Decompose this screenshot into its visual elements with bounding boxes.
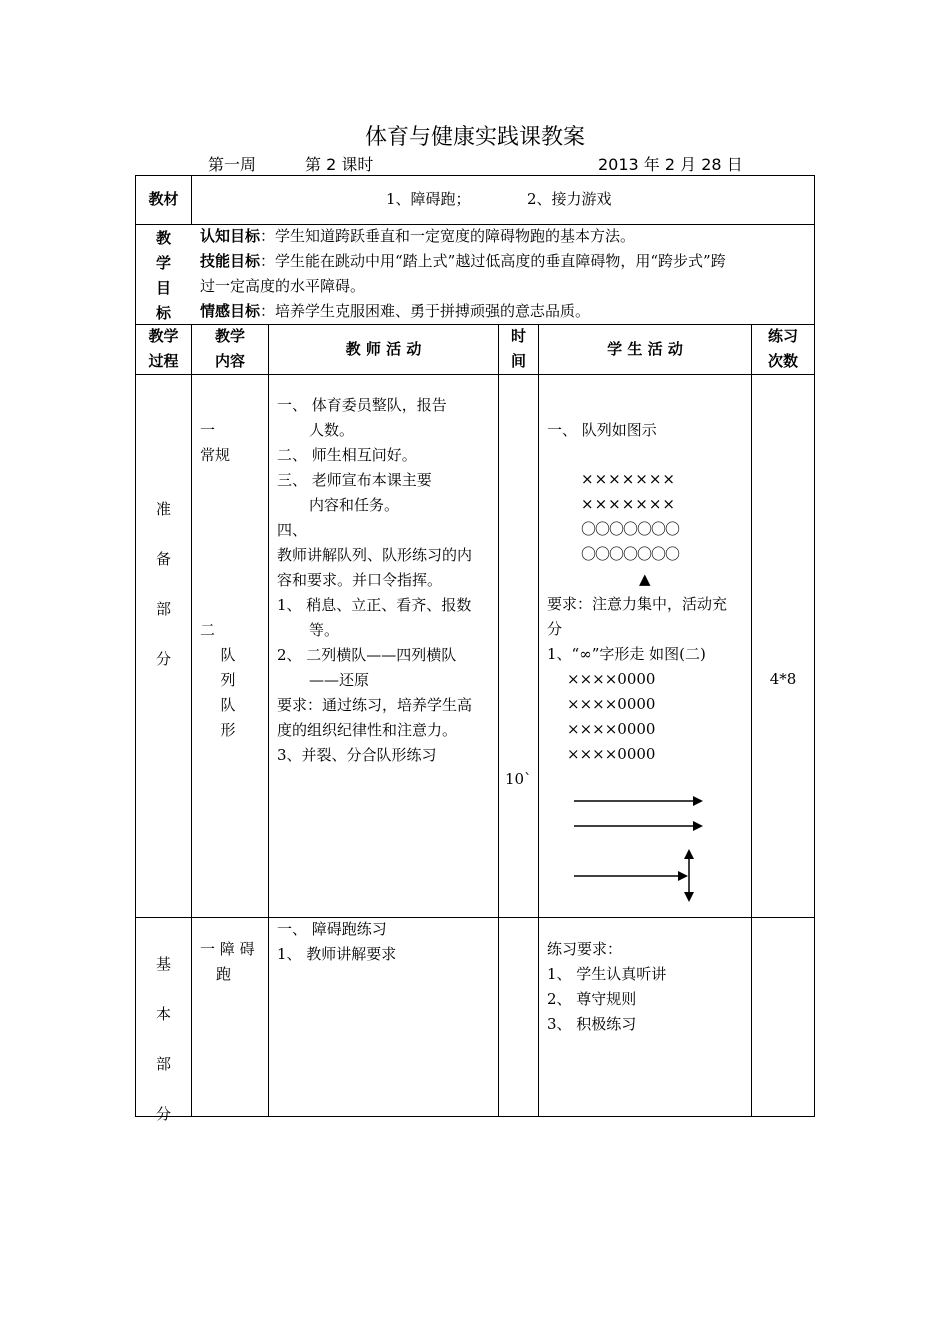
mixed-row-2: ××××0000 xyxy=(567,695,656,713)
prep-student-formation-title: 一、 队列如图示 xyxy=(547,421,657,439)
prep-reps: 4*8 xyxy=(769,670,797,688)
prep-student-requirement-cont: 分 xyxy=(547,620,563,638)
formation-row-o-2: 〇〇〇〇〇〇〇 xyxy=(581,545,680,563)
page-title: 体育与健康实践课教案 xyxy=(364,125,585,150)
prep-time: 10` xyxy=(505,770,532,788)
arrow-right-icon-2 xyxy=(574,821,703,831)
objective-skill-cont: 过一定高度的水平障碍。 xyxy=(200,277,366,295)
mixed-row-3: ××××0000 xyxy=(567,720,656,738)
date-label: 2013 年 2 月 28 日 xyxy=(598,155,743,174)
objectives-label: 教 学 目 标 xyxy=(155,229,171,322)
prep-teacher-activity: 一、 体育委员整队，报告 人数。 二、 师生相互问好。 三、 老师宣布本课主要 内容和任务。 四、 教师讲解队列、队形练习的内 容和要求。并口令指挥。 1、 稍息、立正、看齐、报数 等。 2、 二列横队——四列横队 ——还原 要求：通过练习，培养学生高 度的组织纪律性和注意力。 3、并裂、分合队形练习 xyxy=(277,396,473,764)
lesson-label: 第 2 课时 xyxy=(305,155,374,174)
basic-content: 一 障 碍 跑 xyxy=(200,940,255,983)
mixed-row-1: ××××0000 xyxy=(567,670,656,688)
formation-row-x-2: ××××××× xyxy=(581,495,676,513)
header-time: 时 间 xyxy=(510,327,526,370)
arrow-right-icon-3 xyxy=(574,871,688,881)
movement-diagram xyxy=(560,785,720,910)
prep-content-item2-num: 二 xyxy=(200,621,216,639)
arrow-right-icon-1 xyxy=(574,796,703,806)
material-item-2: 2、接力游戏 xyxy=(527,190,612,208)
prep-section-label: 准 备 部 分 xyxy=(155,500,171,668)
basic-student-activity: 练习要求： 1、 学生认真听讲 2、 尊守规则 3、 积极练习 xyxy=(547,940,667,1033)
prep-content-item2: 队 列 队 形 xyxy=(220,646,236,739)
objective-emotion: 情感目标：培养学生克服困难、勇于拼搏顽强的意志品质。 xyxy=(200,302,591,320)
mixed-row-4: ××××0000 xyxy=(567,745,656,763)
week-label: 第一周 xyxy=(208,155,257,174)
prep-content-item1-num: 一 xyxy=(200,421,216,439)
teacher-position-icon: ▲ xyxy=(639,570,651,588)
prep-student-requirement: 要求：注意力集中，活动充 xyxy=(547,595,728,613)
formation-row-x-1: ××××××× xyxy=(581,470,676,488)
header-process: 教学 过程 xyxy=(148,327,179,370)
header-content: 教学 内容 xyxy=(214,327,245,370)
prep-student-figure8: 1、“∞”字形走 如图(二) xyxy=(547,645,706,663)
objective-skill: 技能目标：学生能在跳动中用“踏上式”越过低高度的垂直障碍物，用“跨步式”跨 xyxy=(200,252,726,270)
basic-teacher-activity: 一、 障碍跑练习 1、 教师讲解要求 xyxy=(277,920,397,963)
objective-cognitive: 认知目标：学生知道跨跃垂直和一定宽度的障碍物跑的基本方法。 xyxy=(200,227,636,245)
basic-section-label: 基 本 部 分 xyxy=(155,955,171,1123)
header-reps: 练习 次数 xyxy=(767,327,798,370)
header-teacher: 教 师 活 动 xyxy=(345,340,422,358)
material-label: 教材 xyxy=(148,190,179,208)
header-student: 学 生 活 动 xyxy=(607,340,683,358)
formation-row-o-1: 〇〇〇〇〇〇〇 xyxy=(581,520,680,538)
prep-content-item1: 常规 xyxy=(200,446,231,464)
material-item-1: 1、障碍跑； xyxy=(386,190,471,208)
